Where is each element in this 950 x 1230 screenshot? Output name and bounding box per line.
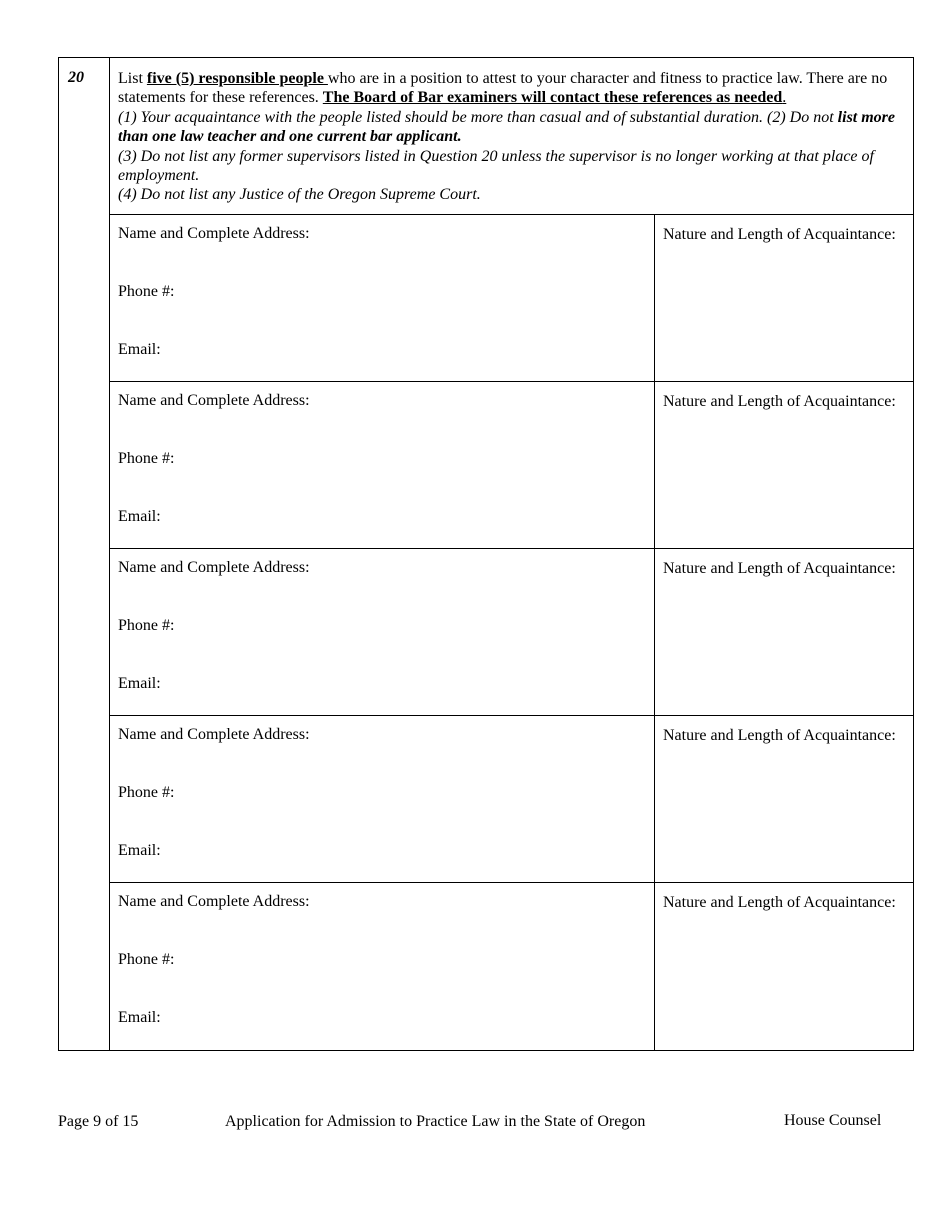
intro-text: List xyxy=(118,70,147,87)
email-label: Email: xyxy=(118,341,161,358)
reference-row xyxy=(110,716,914,883)
intro-text-continued: who are in a position to attest to your character and fitness to practice law. There are no statements for these references. xyxy=(118,70,888,107)
acquaintance-field[interactable] xyxy=(655,549,914,715)
acquaintance-label: Nature and Length of Acquaintance: xyxy=(663,226,896,243)
phone-label: Phone #: xyxy=(118,283,175,300)
rule-1-text: (1) Your acquaintance with the people listed should be more than casual and of substantial duration. (2) Do not xyxy=(118,108,838,126)
reference-contact-field[interactable] xyxy=(110,883,655,1050)
reference-contact-field[interactable] xyxy=(110,215,655,381)
question-number: 20 xyxy=(68,69,84,86)
acquaintance-field[interactable] xyxy=(655,382,914,548)
application-category: House Counsel xyxy=(784,1112,882,1129)
acquaintance-label: Nature and Length of Acquaintance: xyxy=(663,393,896,410)
reference-contact-field[interactable] xyxy=(110,382,655,548)
phone-label: Phone #: xyxy=(118,951,175,968)
notice-period: . xyxy=(782,89,787,107)
acquaintance-field[interactable] xyxy=(655,716,914,882)
five-people-emphasis: five (5) responsible people xyxy=(146,70,328,87)
phone-label: Phone #: xyxy=(118,784,175,801)
address-label: Name and Complete Address: xyxy=(118,392,310,409)
document-title: Application for Admission to Practice Law in the State of Oregon xyxy=(225,1113,646,1130)
phone-label: Phone #: xyxy=(118,450,175,467)
reference-row xyxy=(110,382,914,549)
reference-form-table xyxy=(58,57,914,1051)
page-number: Page 9 of 15 xyxy=(58,1113,139,1130)
email-label: Email: xyxy=(118,675,161,692)
rule-2-text: list more than one law teacher and one current bar applicant. xyxy=(118,108,896,146)
phone-label: Phone #: xyxy=(118,617,175,634)
reference-contact-field[interactable] xyxy=(110,549,655,715)
instructions-rule-3: (3) Do not list any former supervisors listed in Question 20 unless the supervisor is no longer working at that place of employment. xyxy=(118,147,874,185)
instructions-rule-4: (4) Do not list any Justice of the Oregon Supreme Court. xyxy=(118,186,481,204)
instructions-rules-1-2 xyxy=(118,108,906,147)
email-label: Email: xyxy=(118,842,161,859)
question-instructions xyxy=(110,58,914,215)
address-label: Name and Complete Address: xyxy=(118,225,310,242)
instructions-intro xyxy=(118,69,906,108)
reference-row xyxy=(110,549,914,716)
email-label: Email: xyxy=(118,1009,161,1026)
email-label: Email: xyxy=(118,508,161,525)
acquaintance-label: Nature and Length of Acquaintance: xyxy=(663,894,896,911)
acquaintance-field[interactable] xyxy=(655,215,914,381)
question-number-column xyxy=(59,58,110,1050)
address-label: Name and Complete Address: xyxy=(118,893,310,910)
acquaintance-label: Nature and Length of Acquaintance: xyxy=(663,727,896,744)
address-label: Name and Complete Address: xyxy=(118,559,310,576)
acquaintance-label: Nature and Length of Acquaintance: xyxy=(663,560,896,577)
board-contact-notice: The Board of Bar examiners will contact these references as needed xyxy=(322,89,783,107)
acquaintance-field[interactable] xyxy=(655,883,914,1050)
reference-row xyxy=(110,215,914,382)
reference-contact-field[interactable] xyxy=(110,716,655,882)
reference-row xyxy=(110,883,914,1050)
address-label: Name and Complete Address: xyxy=(118,726,310,743)
